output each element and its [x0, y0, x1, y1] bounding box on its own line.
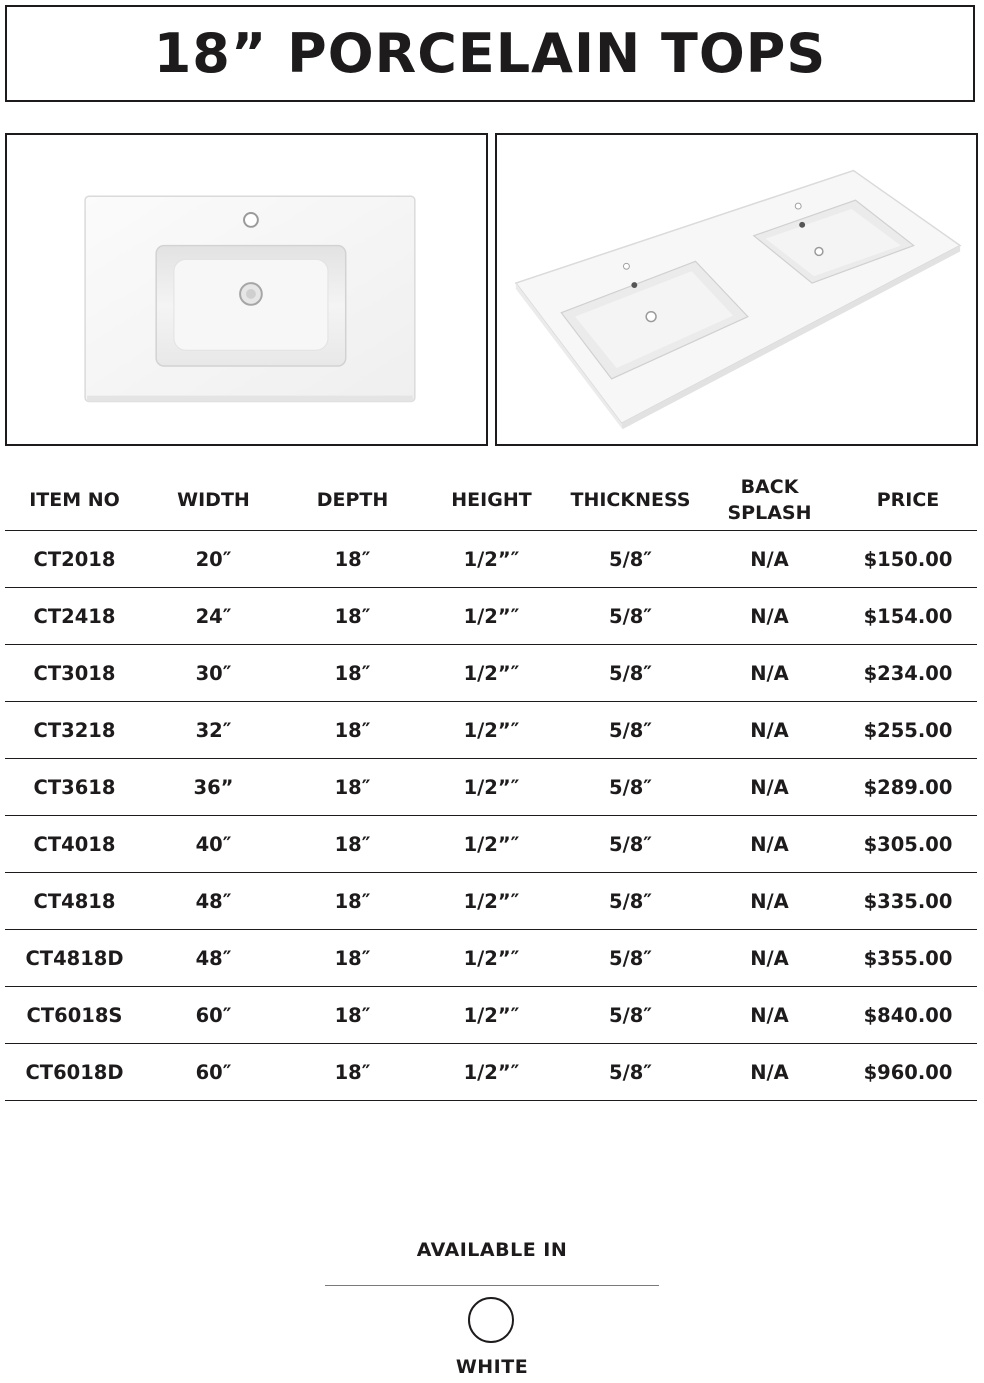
- depth-cell: 18″: [283, 873, 422, 930]
- height-cell: 1/2”″: [422, 987, 561, 1044]
- col-header-depth: DEPTH: [283, 470, 422, 531]
- price-cell: $154.00: [839, 588, 977, 645]
- depth-cell: 18″: [283, 588, 422, 645]
- white-color-label: WHITE: [455, 1356, 529, 1378]
- height-cell: 1/2”″: [422, 588, 561, 645]
- price-cell: $305.00: [839, 816, 977, 873]
- height-cell: 1/2”″: [422, 702, 561, 759]
- table-row: [5, 1044, 977, 1101]
- width-cell: 60″: [144, 987, 283, 1044]
- back-splash-cell: N/A: [700, 1044, 839, 1101]
- item-no-cell: CT3618: [5, 759, 144, 816]
- width-cell: 60″: [144, 1044, 283, 1101]
- thickness-cell: 5/8″: [561, 1044, 700, 1101]
- back-splash-cell: N/A: [700, 816, 839, 873]
- price-cell: $289.00: [839, 759, 977, 816]
- width-cell: 40″: [144, 816, 283, 873]
- double-sink-top-photo: [495, 133, 978, 446]
- price-cell: $840.00: [839, 987, 977, 1044]
- col-header-thickness: THICKNESS: [561, 470, 700, 531]
- thickness-cell: 5/8″: [561, 531, 700, 588]
- table-row: [5, 702, 977, 759]
- thickness-cell: 5/8″: [561, 759, 700, 816]
- width-cell: 20″: [144, 531, 283, 588]
- thickness-cell: 5/8″: [561, 987, 700, 1044]
- page-title: 18” PORCELAIN TOPS: [153, 22, 827, 85]
- item-no-cell: CT3018: [5, 645, 144, 702]
- thickness-cell: 5/8″: [561, 930, 700, 987]
- col-header-height: HEIGHT: [422, 470, 561, 531]
- table-row: [5, 930, 977, 987]
- item-no-cell: CT4818: [5, 873, 144, 930]
- back-splash-cell: N/A: [700, 987, 839, 1044]
- height-cell: 1/2”″: [422, 816, 561, 873]
- table-header-row: [5, 470, 977, 531]
- height-cell: 1/2”″: [422, 759, 561, 816]
- col-header-back-splash: BACK SPLASH: [700, 470, 839, 531]
- depth-cell: 18″: [283, 531, 422, 588]
- thickness-cell: 5/8″: [561, 816, 700, 873]
- depth-cell: 18″: [283, 1044, 422, 1101]
- table-row: [5, 759, 977, 816]
- available-in-heading: AVAILABLE IN: [416, 1239, 568, 1261]
- price-cell: $150.00: [839, 531, 977, 588]
- item-no-cell: CT2018: [5, 531, 144, 588]
- table-row: [5, 816, 977, 873]
- back-splash-cell: N/A: [700, 702, 839, 759]
- thickness-cell: 5/8″: [561, 645, 700, 702]
- height-cell: 1/2”″: [422, 873, 561, 930]
- back-splash-cell: N/A: [700, 930, 839, 987]
- width-cell: 32″: [144, 702, 283, 759]
- item-no-cell: CT3218: [5, 702, 144, 759]
- depth-cell: 18″: [283, 702, 422, 759]
- back-splash-cell: N/A: [700, 759, 839, 816]
- height-cell: 1/2”″: [422, 930, 561, 987]
- item-no-cell: CT4018: [5, 816, 144, 873]
- col-header-price: PRICE: [839, 470, 977, 531]
- back-splash-cell: N/A: [700, 588, 839, 645]
- item-no-cell: CT6018S: [5, 987, 144, 1044]
- depth-cell: 18″: [283, 816, 422, 873]
- white-color-swatch: [468, 1297, 514, 1343]
- price-cell: $960.00: [839, 1044, 977, 1101]
- price-cell: $255.00: [839, 702, 977, 759]
- available-in-divider: [325, 1285, 659, 1286]
- depth-cell: 18″: [283, 759, 422, 816]
- single-sink-image: [7, 135, 486, 444]
- spec-table: [5, 470, 977, 1101]
- table-row: [5, 987, 977, 1044]
- price-cell: $335.00: [839, 873, 977, 930]
- thickness-cell: 5/8″: [561, 702, 700, 759]
- back-splash-cell: N/A: [700, 645, 839, 702]
- height-cell: 1/2”″: [422, 531, 561, 588]
- height-cell: 1/2”″: [422, 1044, 561, 1101]
- width-cell: 48″: [144, 873, 283, 930]
- depth-cell: 18″: [283, 645, 422, 702]
- depth-cell: 18″: [283, 930, 422, 987]
- item-no-cell: CT4818D: [5, 930, 144, 987]
- width-cell: 30″: [144, 645, 283, 702]
- price-cell: $355.00: [839, 930, 977, 987]
- item-no-cell: CT6018D: [5, 1044, 144, 1101]
- width-cell: 48″: [144, 930, 283, 987]
- single-sink-top-photo: [5, 133, 488, 446]
- back-splash-cell: N/A: [700, 531, 839, 588]
- table-row: [5, 531, 977, 588]
- price-cell: $234.00: [839, 645, 977, 702]
- title-box: [5, 5, 975, 102]
- table-row: [5, 588, 977, 645]
- table-row: [5, 645, 977, 702]
- back-splash-cell: N/A: [700, 873, 839, 930]
- depth-cell: 18″: [283, 987, 422, 1044]
- thickness-cell: 5/8″: [561, 588, 700, 645]
- height-cell: 1/2”″: [422, 645, 561, 702]
- width-cell: 24″: [144, 588, 283, 645]
- double-sink-image: [497, 135, 976, 444]
- col-header-item-no: ITEM NO: [5, 470, 144, 531]
- table-row: [5, 873, 977, 930]
- width-cell: 36”: [144, 759, 283, 816]
- thickness-cell: 5/8″: [561, 873, 700, 930]
- item-no-cell: CT2418: [5, 588, 144, 645]
- col-header-width: WIDTH: [144, 470, 283, 531]
